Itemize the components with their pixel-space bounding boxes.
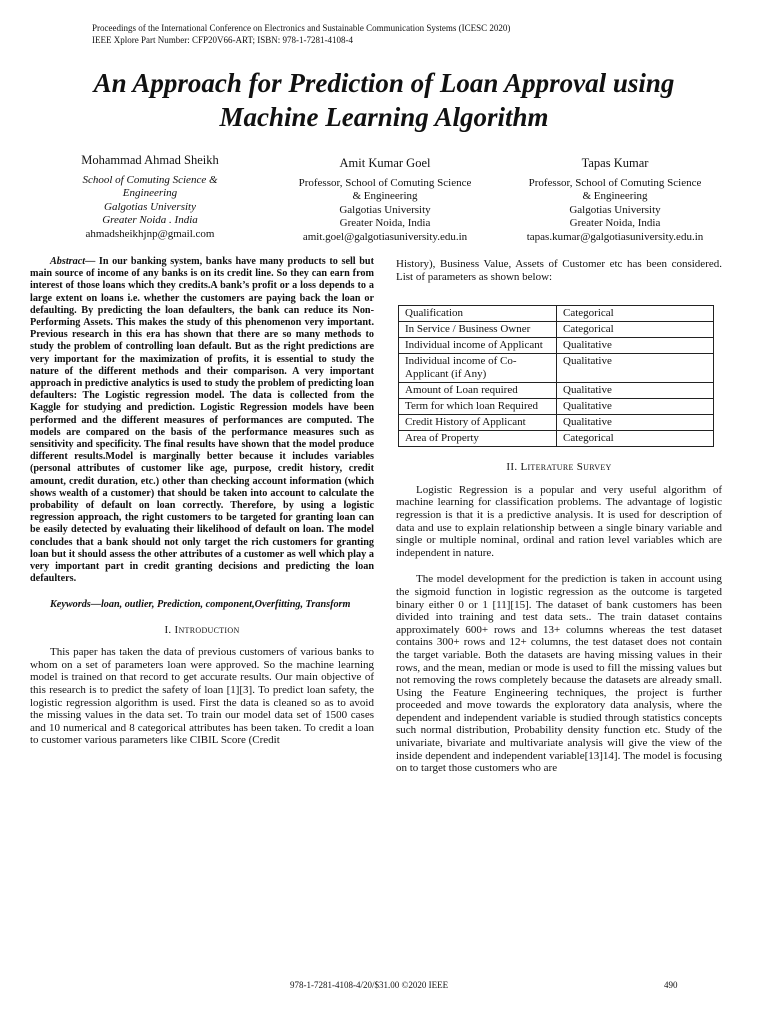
table-row bbox=[399, 354, 714, 383]
abstract-text: — In our banking system, banks have many products to sell but main source of income of any banks is on its credit line. So they can earn from interest of those loans which they credits.A bank’s profit or a loss depends to a large extent on loans i.e. whether the customers are paying back the loan or defaulting. By predicting the loan defaulters, the bank can reduce its Non- Performing Assets. This makes the study of this phenomenon very important. Previous research in this era has shown that there are so many methods to study the problem of controlling loan default. But as the right predictions are very important for the maximization of profits, it is essential to study the nature of the different methods and their comparison. A very important approach in predictive analytics is used to study the problem of predicting loan defaulters: The Logistic regression model. The data is collected from the Kaggle for studying and prediction. Logistic Regression models have been performed and the different measures of performances are computed. The models are compared on the basis of the performance measures such as sensitivity and specificity. The final results have shown that the model produce different results.Model is marginally better because it includes variables (personal attributes of customer like age, purpose, credit history, credit amount, credit duration, etc.) other than checking account information (which shows wealth of a customer) that should be taken into account to calculate the probability of default on loan correctly. Therefore, by using a logistic regression approach, the right customers to be targeted for granting loan can be easily detected by evaluating their likelihood of default on loan. The model concludes that a bank should not only target the rich customers for granting loan but it should assess the other attributes of a customer as well which play a very important part in credit granting decisions and predicting the loan defaulters. bbox=[30, 256, 374, 585]
author-affiliation: Professor, School of Comuting Science bbox=[298, 176, 472, 189]
proceedings-header bbox=[92, 22, 510, 46]
header-line-1: Proceedings of the International Conference on Electronics and Sustainable Communication Systems (ICESC 2020) bbox=[92, 23, 511, 33]
section-number: II. bbox=[506, 461, 518, 474]
table-row bbox=[399, 431, 714, 447]
parameter-name-cell: Area of Property bbox=[399, 431, 557, 447]
section-heading-introduction bbox=[30, 624, 374, 637]
author-1 bbox=[52, 154, 248, 241]
abstract bbox=[30, 256, 374, 585]
section-heading-literature-survey bbox=[396, 461, 722, 474]
author-affiliation: Engineering bbox=[122, 187, 178, 199]
footer-copyright: 978-1-7281-4108-4/20/$31.00 ©2020 IEEE bbox=[290, 980, 449, 990]
author-affiliation: Galgotias University bbox=[339, 203, 431, 216]
parameter-name-cell: Amount of Loan required bbox=[399, 383, 557, 399]
table-row bbox=[399, 306, 714, 322]
abstract-label: Abstract bbox=[50, 256, 86, 267]
table-row bbox=[399, 322, 714, 338]
author-email[interactable]: tapas.kumar@galgotiasuniversity.edu.in bbox=[526, 230, 704, 243]
parameter-type-cell: Qualitative bbox=[557, 415, 714, 431]
author-affiliation: Professor, School of Comuting Science bbox=[528, 176, 702, 189]
left-column bbox=[30, 256, 374, 747]
section-number: I. bbox=[164, 623, 172, 636]
parameter-type-cell: Qualitative bbox=[557, 399, 714, 415]
literature-paragraph-2: The model development for the prediction is taken in account using the sigmoid function in logistic regression as the outcome is targeted binary either 0 or 1 [11][15]. The dataset of bank customers has been divided into training and test data sets.. The train dataset contains approximately 600+ rows and 13+ columns whereas the test dataset contains 300+ rows and 12+ columns, the test dataset does not contain the target variable. Both the datasets are having missing values in their rows, and the mean, median or mode is used to fill the missing values but not removing the rows completely because the datasets are already small. Using the Feature Engineering techniques, the project is further proceeded and move towards the exploratory data analysis, where the dependent and independent variable is studied through statistics concepts such normal distribution, Probability density function etc. Study of the univariate, bivariate and multivariate analysis will give the view of the inside dependent and independent variable[13]14]. The model is focusing on to target those customers who are bbox=[396, 573, 722, 775]
parameter-type-cell: Qualitative bbox=[557, 383, 714, 399]
parameters-intro: History), Business Value, Assets of Customer etc has been considered. List of parameters as shown below: bbox=[396, 258, 722, 283]
author-3 bbox=[508, 157, 722, 244]
author-affiliation: Greater Noida, India bbox=[569, 217, 661, 229]
parameter-type-cell: Categorical bbox=[557, 306, 714, 322]
author-2 bbox=[270, 157, 500, 244]
author-affiliation: & Engineering bbox=[352, 190, 418, 202]
section-title: Literature Survey bbox=[520, 461, 612, 474]
table-row bbox=[399, 399, 714, 415]
author-name: Amit Kumar Goel bbox=[339, 156, 431, 170]
keywords: Keywords—loan, outlier, Prediction, component,Overfitting, Transform bbox=[50, 599, 351, 611]
author-affiliation: Galgotias University bbox=[569, 203, 661, 216]
literature-paragraph-1: Logistic Regression is a popular and very useful algorithm of machine learning for classification problems. The advantage of logistic regression is that it is a predictive analysis. It is used for description of data and use to explain relationship between a single binary variable and single or multiple nominal, ordinal and ration level variables which are independent in nature. bbox=[396, 483, 722, 559]
parameter-name-cell: Qualification bbox=[399, 306, 557, 322]
author-name: Mohammad Ahmad Sheikh bbox=[81, 153, 219, 167]
parameters-table bbox=[398, 305, 714, 447]
parameter-name-cell: Credit History of Applicant bbox=[399, 415, 557, 431]
parameter-type-cell: Categorical bbox=[557, 322, 714, 338]
parameter-name-cell: Individual income of Applicant bbox=[399, 338, 557, 354]
author-name: Tapas Kumar bbox=[581, 156, 649, 170]
introduction-paragraph: This paper has taken the data of previous customers of various banks to whom on a set of parameters loan were approved. So the machine learning model is trained on that record to get accurate results. Our main objective of this research is to predict the safety of loan [1][3]. To predict loan safety, the logistic regression algorithm is used. First the data is cleaned so as to avoid the missing values in the data set. To train our model data set of 1500 cases and 10 numerical and 8 categorical attributes has been taken. To credit a loan to customer various parameters like CIBIL Score (Credit bbox=[30, 646, 374, 747]
author-email[interactable]: amit.goel@galgotiasuniversity.edu.in bbox=[302, 230, 468, 243]
parameter-name-cell: Individual income of Co-Applicant (if Any) bbox=[399, 354, 557, 383]
section-title: Introduction bbox=[174, 623, 240, 636]
author-affiliation: School of Comuting Science & bbox=[82, 173, 218, 186]
parameter-name-cell: Term for which loan Required bbox=[399, 399, 557, 415]
parameter-type-cell: Qualitative bbox=[557, 354, 714, 383]
title-line-1: An Approach for Prediction of Loan Approval using bbox=[93, 68, 675, 98]
parameter-type-cell: Qualitative bbox=[557, 338, 714, 354]
author-affiliation: & Engineering bbox=[582, 190, 648, 202]
header-line-2: IEEE Xplore Part Number: CFP20V66-ART; ISBN: 978-1-7281-4108-4 bbox=[92, 35, 353, 45]
author-affiliation: Greater Noida, India bbox=[339, 217, 431, 229]
author-affiliation: Greater Noida . India bbox=[102, 214, 198, 226]
title-line-2: Machine Learning Algorithm bbox=[219, 102, 549, 132]
table-row bbox=[399, 383, 714, 399]
author-affiliation: Galgotias University bbox=[104, 200, 196, 213]
table-row bbox=[399, 415, 714, 431]
author-email[interactable]: ahmadsheikhjnp@gmail.com bbox=[85, 227, 215, 240]
table-row bbox=[399, 338, 714, 354]
page-number: 490 bbox=[664, 980, 678, 990]
right-column bbox=[396, 258, 722, 775]
paper-title bbox=[20, 66, 748, 134]
parameter-type-cell: Categorical bbox=[557, 431, 714, 447]
parameter-name-cell: In Service / Business Owner bbox=[399, 322, 557, 338]
